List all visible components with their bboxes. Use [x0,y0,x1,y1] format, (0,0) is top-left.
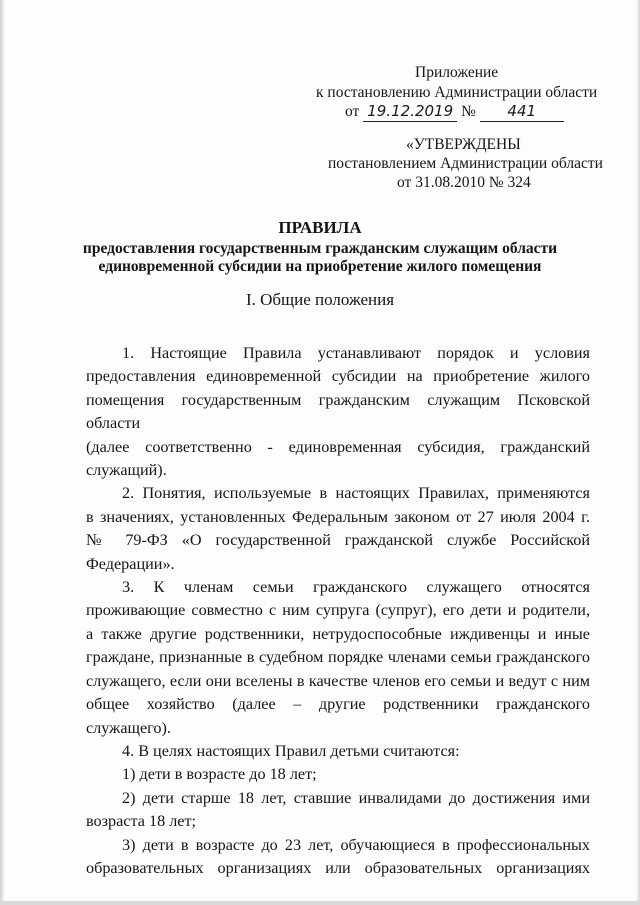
paragraph-line: (далее соответственно - единовременная субсидия, гражданский [86,437,590,456]
resolution-date-line [345,101,564,122]
paragraph-line: проживающие совместно с ним супруга (супруг), его дети и родители, [86,601,590,620]
paragraph-line: Федерации». [86,554,175,573]
paragraph-line: возраста 18 лет; [86,812,197,831]
section-heading: I. Общие положения [245,290,395,309]
paragraph-line: 1) дети в возрасте до 18 лет; [122,765,317,784]
paragraph-line: общее хозяйство (далее – другие родственники гражданского [86,695,590,714]
approved-label: «УТВЕРЖДЕНЫ [406,136,521,153]
paragraph-line: граждане, признанные в судебном порядке членами семьи гражданского [86,648,590,667]
appendix-resolution: к постановлению Администрации области [316,84,598,101]
scan-edge-right [636,0,640,905]
paragraph-line: 2. Понятия, используемые в настоящих Правилах, применяются [122,484,590,503]
paragraph-line: служащего). [86,718,171,737]
paragraph-line: помещения государственным гражданским служащим Псковской области [86,390,590,433]
paragraph-line: а также другие родственники, нетрудоспособные иждивенцы и иные [86,624,590,643]
paragraph-line: образовательных организациях или образовательных организациях [86,858,590,877]
paragraph-line: предоставления единовременной субсидии на приобретение жилого [86,367,590,386]
paragraph-line: служащий). [86,461,167,480]
scan-edge-left [0,0,5,905]
scan-edge-bottom [0,901,640,905]
document-title: ПРАВИЛА [278,218,362,237]
appendix-label: Приложение [415,64,499,81]
paragraph-line: 3) дети в возрасте до 23 лет, обучающиеся в профессиональных [122,835,590,854]
approved-date: от 31.08.2010 № 324 [397,174,531,191]
paragraph-line: 3. К членам семьи гражданского служащего относятся [122,578,590,597]
paragraph-line: служащего, если они вселены в качестве членов его семьи и ведут с ним [86,671,590,690]
handwritten-date: 19.12.2019 [363,101,457,122]
document-subtitle-line2: единовременной субсидии на приобретение жилого помещения [98,258,542,275]
paragraph-line: в значениях, установленных Федеральным законом от 27 июля 2004 г. [86,507,590,526]
date-prefix: от [345,103,360,120]
document-subtitle-line1: предоставления государственным гражданским служащим области [82,240,558,257]
approved-by: постановлением Администрации области [328,155,603,172]
number-sign: № [461,103,476,120]
paragraph-line: 2) дети старше 18 лет, ставшие инвалидами до достижения ими [122,788,590,807]
paragraph-line: № 79-ФЗ «О государственной гражданской службе Российской [86,531,590,550]
paragraph-line: 1. Настоящие Правила устанавливают порядок и условия [122,344,590,362]
handwritten-number: 441 [480,101,564,122]
paragraph-line: 4. В целях настоящих Правил детьми считаются: [122,741,460,760]
document-body [86,342,590,880]
